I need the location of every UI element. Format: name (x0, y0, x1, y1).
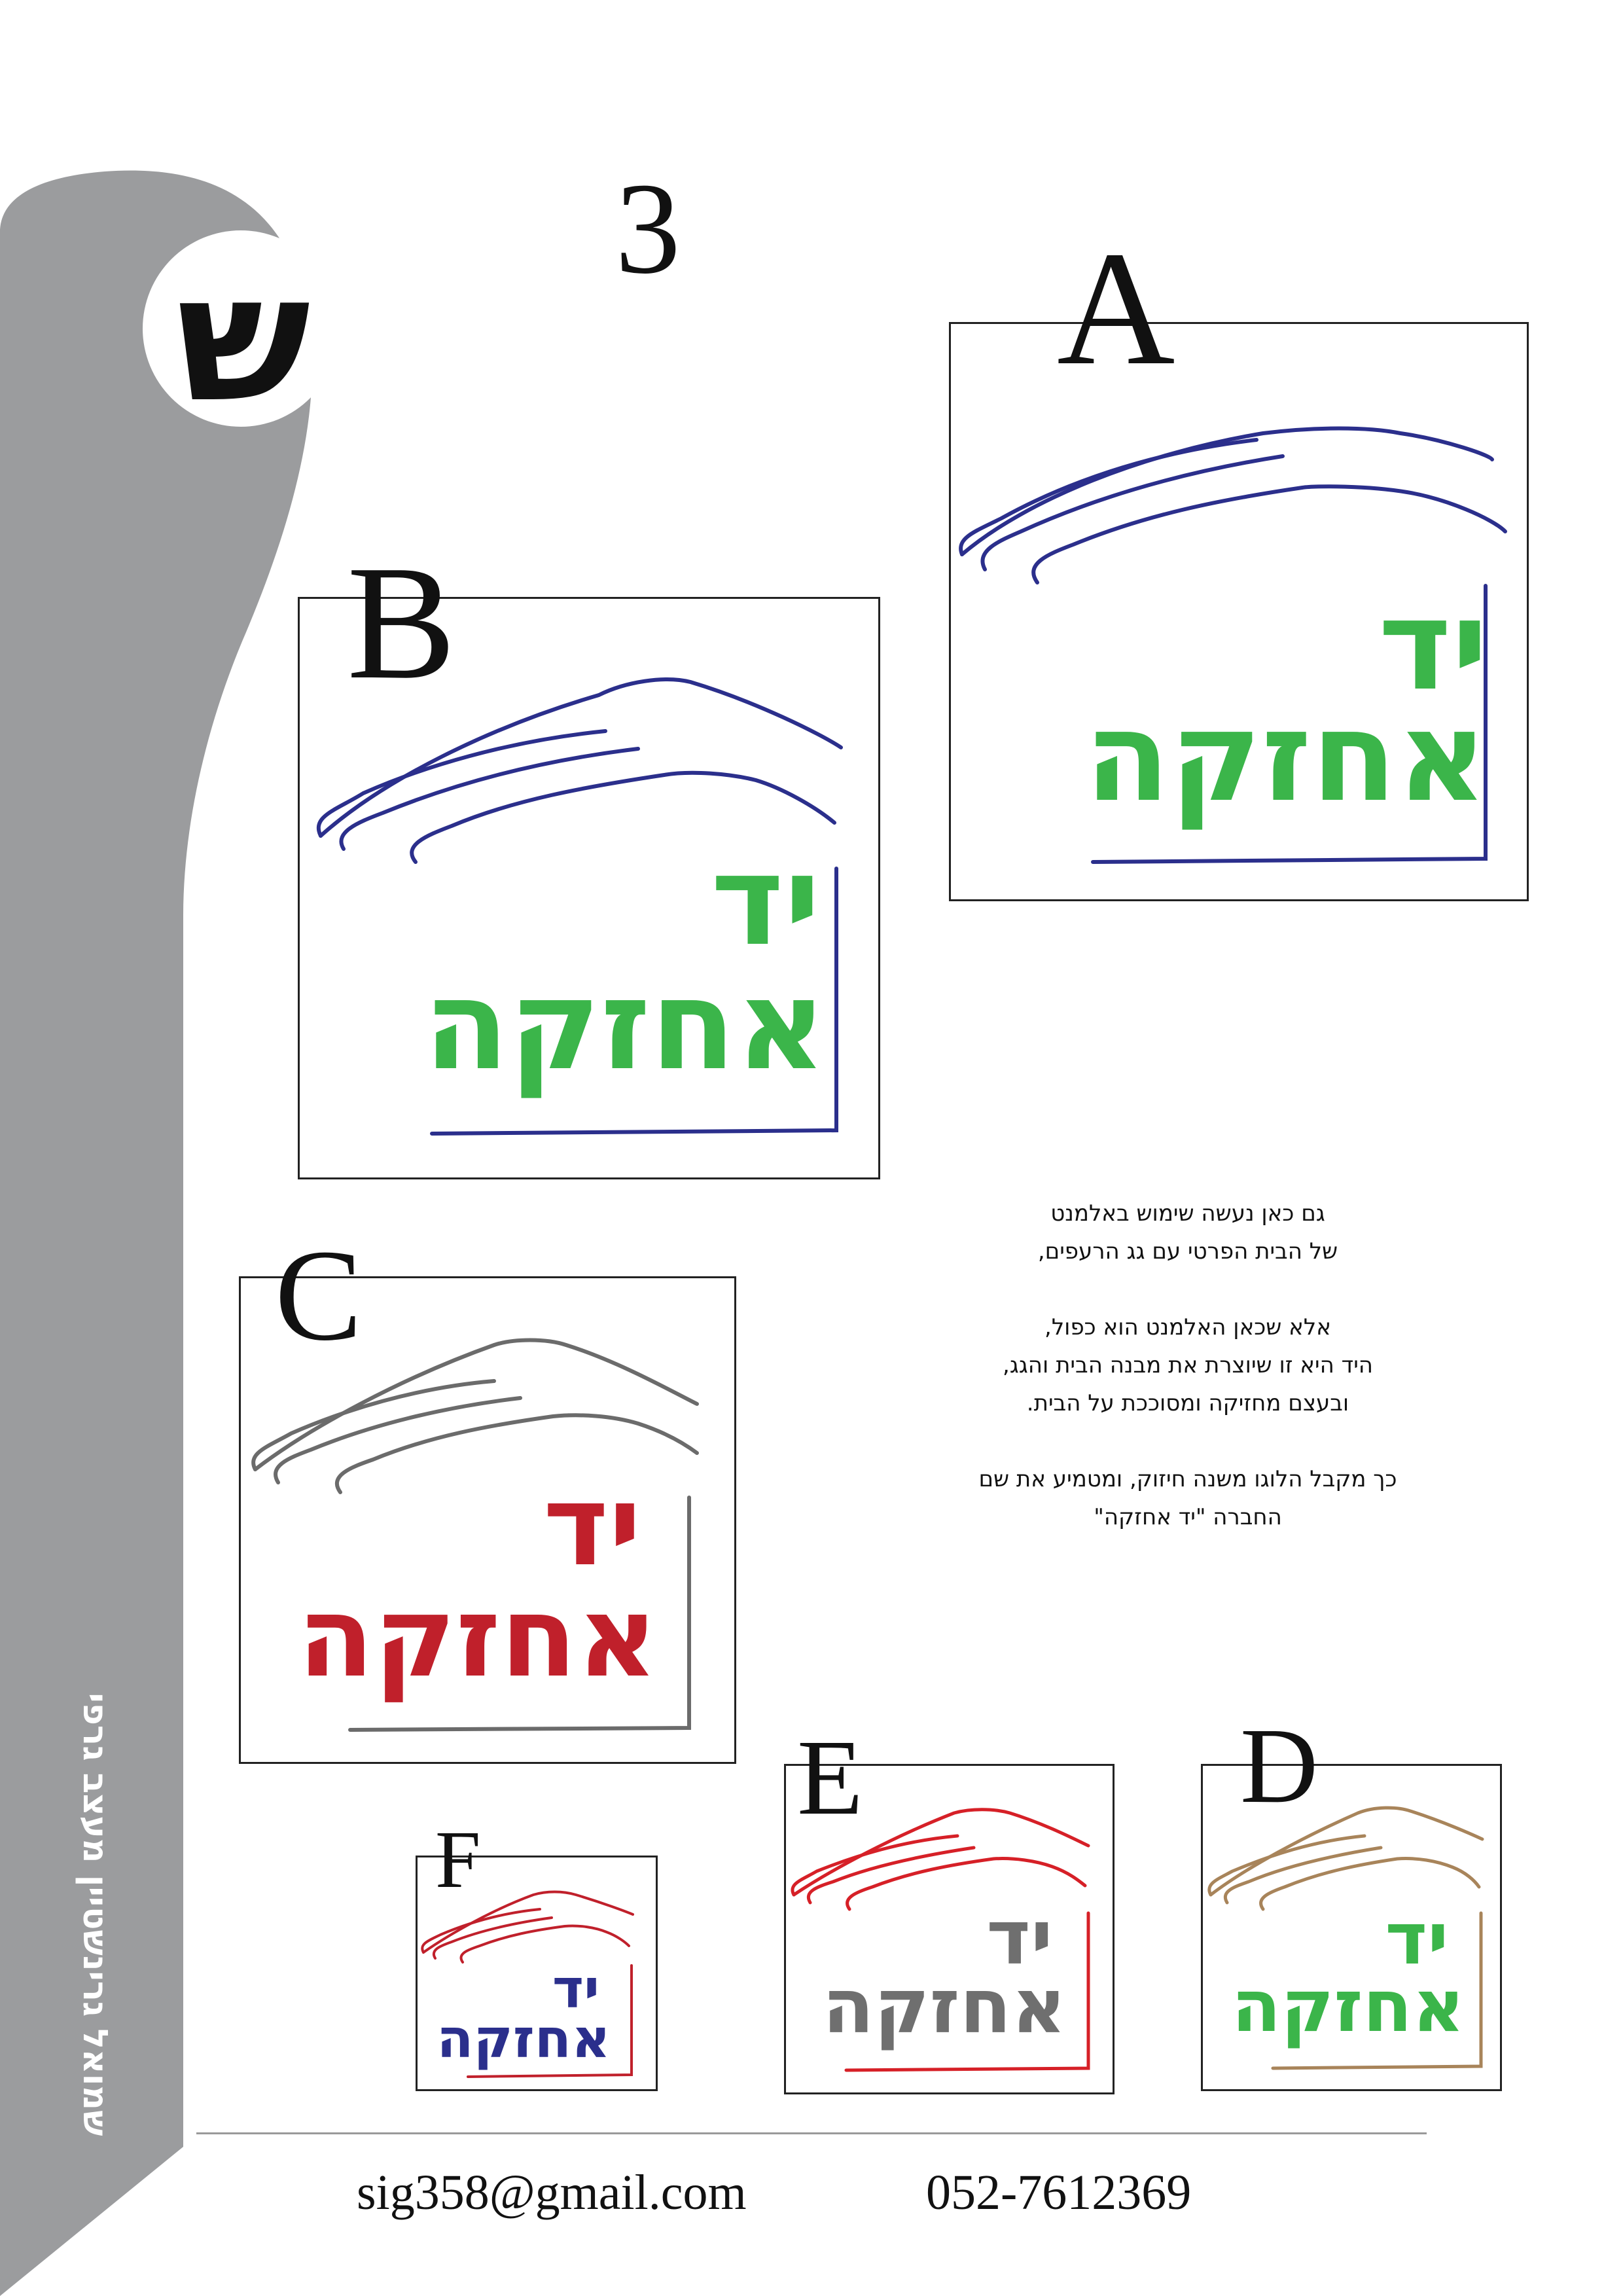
logo-variant-c (239, 1223, 736, 1764)
variant-letter: C (275, 1223, 363, 1368)
hand-finger2-stroke (276, 1398, 520, 1482)
logo-variant-d (1201, 1706, 1502, 2091)
description-line: אלא שכאן האלמנט הוא כפול, (1044, 1314, 1331, 1340)
hand-finger2-stroke (434, 1918, 552, 1958)
description-line: היד היא זו שיוצרת את מבנה הבית והגג, (1002, 1352, 1374, 1378)
description-line: החברה "יד אחזקה" (1094, 1504, 1282, 1530)
design-description (851, 1194, 1525, 1536)
gray-side-band (0, 171, 312, 2296)
description-paragraph-2 (851, 1308, 1525, 1422)
designer-credit: שמואל גרינשטיין מעצב גרפי (75, 1693, 115, 2136)
logo-text-line2: אחזקה (1084, 685, 1488, 829)
footer-divider (196, 2132, 1427, 2134)
logo-text-line1: יד (986, 1894, 1053, 1982)
logo-text-line1: יד (1378, 573, 1488, 718)
logo-text-line2: אחזקה (437, 2008, 611, 2070)
variant-letter: E (797, 1717, 863, 1837)
variant-letter: A (1057, 218, 1175, 399)
description-line: גם כאן נעשה שימוש באלמנט (1050, 1200, 1325, 1227)
hand-finger2-stroke (341, 749, 638, 849)
description-line: ובעצם מחזיקה ומסוככת על הבית. (1026, 1390, 1349, 1416)
contact-phone[interactable]: 052-7612369 (926, 2165, 1192, 2220)
hand-finger2-stroke (982, 456, 1283, 569)
logo-text-line2: אחזקה (1231, 1964, 1465, 2048)
logo-text-line2: אחזקה (423, 953, 827, 1098)
hand-finger3-stroke (337, 1415, 697, 1492)
page-number: 3 (615, 156, 681, 301)
logo-text-line1: יד (1385, 1897, 1449, 1981)
variant-letter: F (435, 1815, 481, 1905)
description-line: כך מקבל הלוגו משנה חיזוק, ומטמיע את שם (978, 1466, 1397, 1492)
logo-text-line2: אחזקה (822, 1963, 1067, 2051)
logo-text-line1: יד (552, 1958, 600, 2020)
logo-variant-b (298, 532, 880, 1179)
hand-finger2-stroke (1225, 1848, 1381, 1903)
logo-text-line1: יד (543, 1462, 641, 1591)
logo-text-line2: אחזקה (297, 1573, 658, 1702)
logo-art (949, 322, 1529, 901)
logo-variant-f (416, 1815, 658, 2091)
hand-finger2-stroke (808, 1848, 974, 1903)
contact-email[interactable]: sig358@gmail.com (357, 2165, 747, 2220)
logo-variant-e (784, 1717, 1115, 2094)
description-paragraph-3 (851, 1460, 1525, 1536)
variant-letter: B (347, 532, 456, 713)
logo-variant-a (949, 218, 1529, 901)
variant-letter: D (1240, 1706, 1319, 1825)
description-line: של הבית הפרטי עם גג הרעפים, (1037, 1238, 1338, 1265)
description-paragraph-1 (851, 1194, 1525, 1270)
hand-finger1-stroke (253, 1381, 494, 1469)
brand-glyph: ש (176, 235, 311, 441)
logo-text-line1: יד (711, 829, 821, 973)
